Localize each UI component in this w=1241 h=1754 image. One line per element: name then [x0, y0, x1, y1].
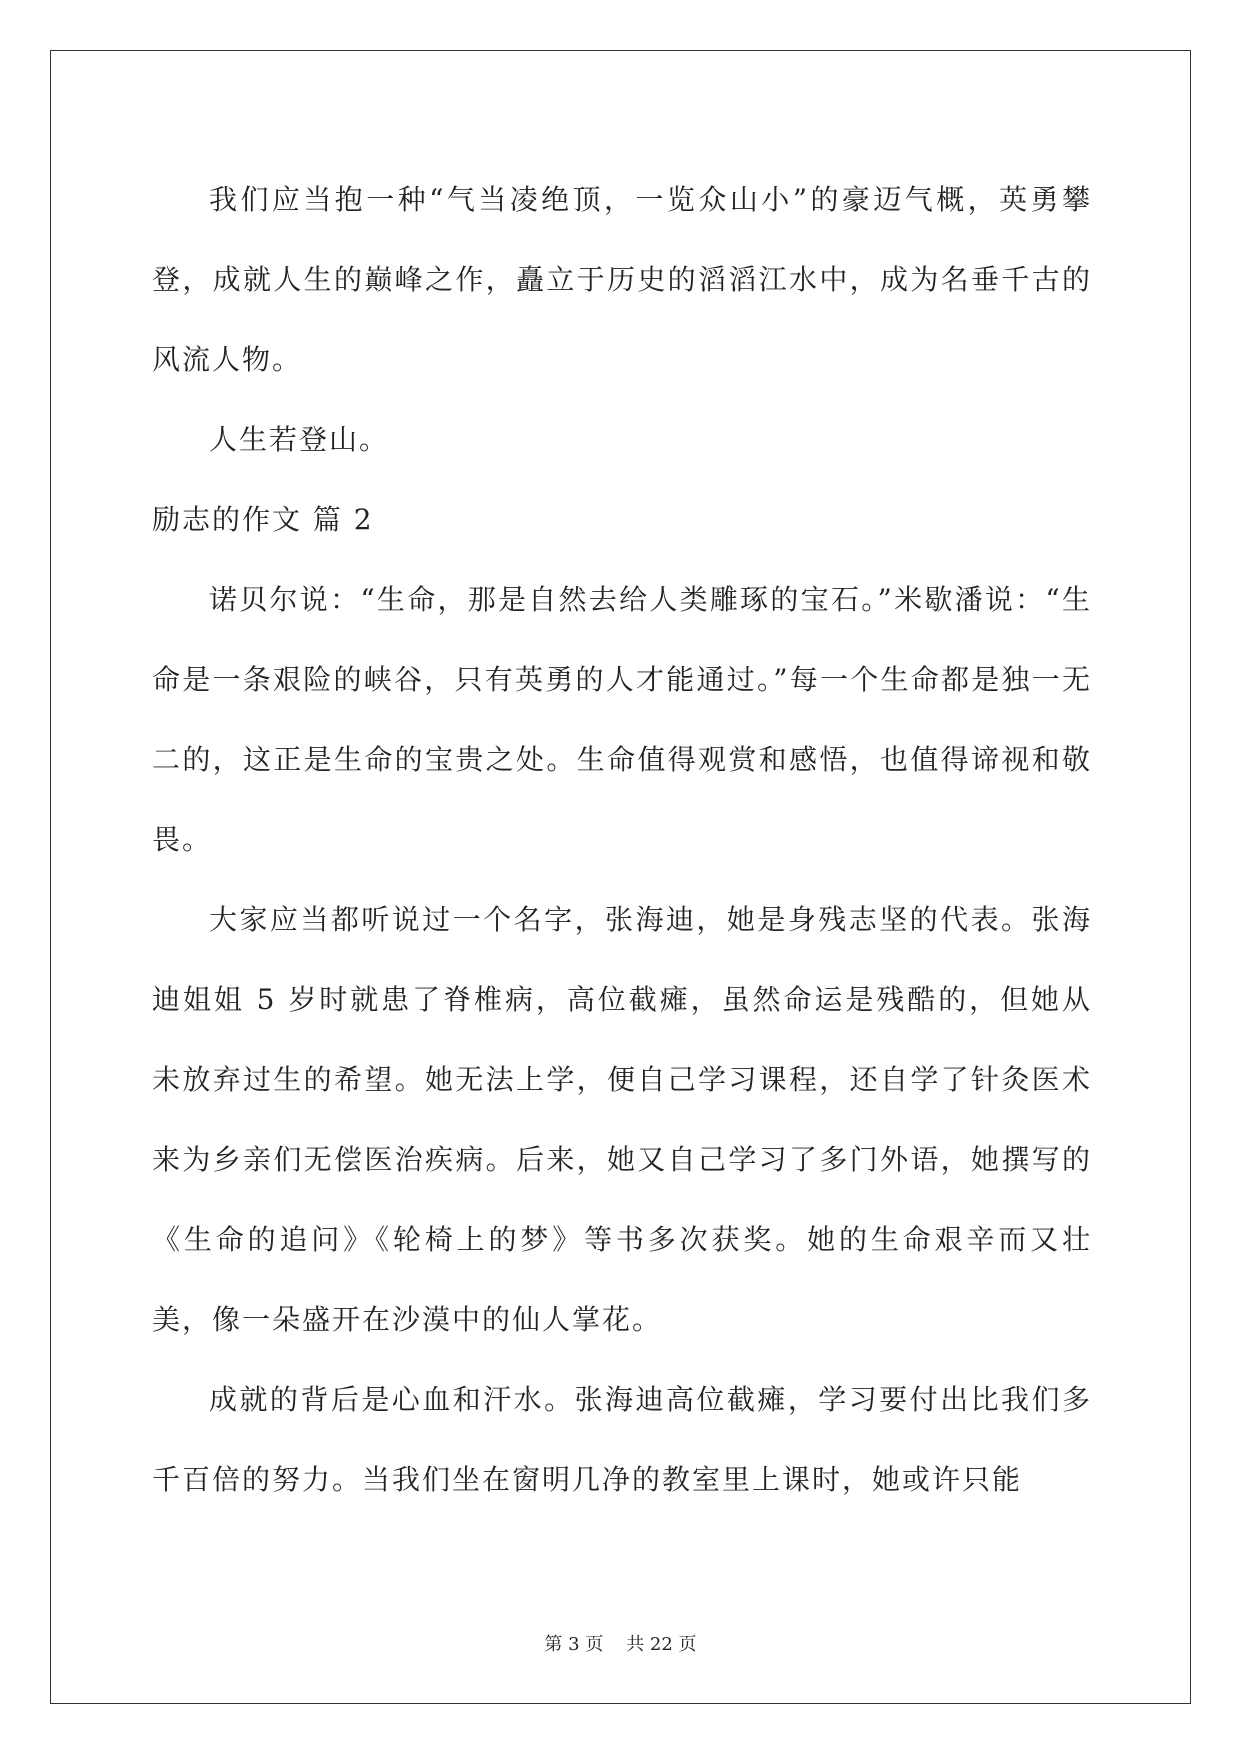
page-number: 第 3 页 共 22 页 — [544, 1634, 697, 1655]
paragraph-achievement: 成就的背后是心血和汗水。张海迪高位截瘫，学习要付出比我们多千百倍的努力。当我们坐在窗明几净的教室里上课时，她或许只能 — [152, 1383, 1092, 1496]
paragraph-short: 人生若登山。 — [209, 423, 390, 456]
document-body — [152, 160, 1092, 1520]
page-footer — [0, 1630, 1241, 1656]
paragraph-zhang-haidi: 大家应当都听说过一个名字，张海迪，她是身残志坚的代表。张海迪姐姐 5 岁时就患了脊椎病，高位截瘫，虽然命运是残酷的，但她从未放弃过生的希望。她无法上学，便自己学习课程，还自学了针灸医术来为乡亲们无偿医治疾病。后来，她又自己学习了多门外语，她撰写的《生命的追问》《轮椅上的梦》等书多次获奖。她的生命艰辛而又壮美，像一朵盛开在沙漠中的仙人掌花。 — [152, 903, 1092, 1336]
paragraph-quotes: 诺贝尔说：“生命，那是自然去给人类雕琢的宝石。”米歇潘说：“生命是一条艰险的峡谷，只有英勇的人才能通过。”每一个生命都是独一无二的，这正是生命的宝贵之处。生命值得观赏和感悟，也值得谛视和敬畏。 — [152, 583, 1092, 856]
paragraph-closing: 我们应当抱一种“气当凌绝顶，一览众山小”的豪迈气概，英勇攀登，成就人生的巅峰之作，矗立于历史的滔滔江水中，成为名垂千古的风流人物。 — [152, 183, 1092, 376]
section-heading: 励志的作文 篇 2 — [152, 503, 374, 536]
